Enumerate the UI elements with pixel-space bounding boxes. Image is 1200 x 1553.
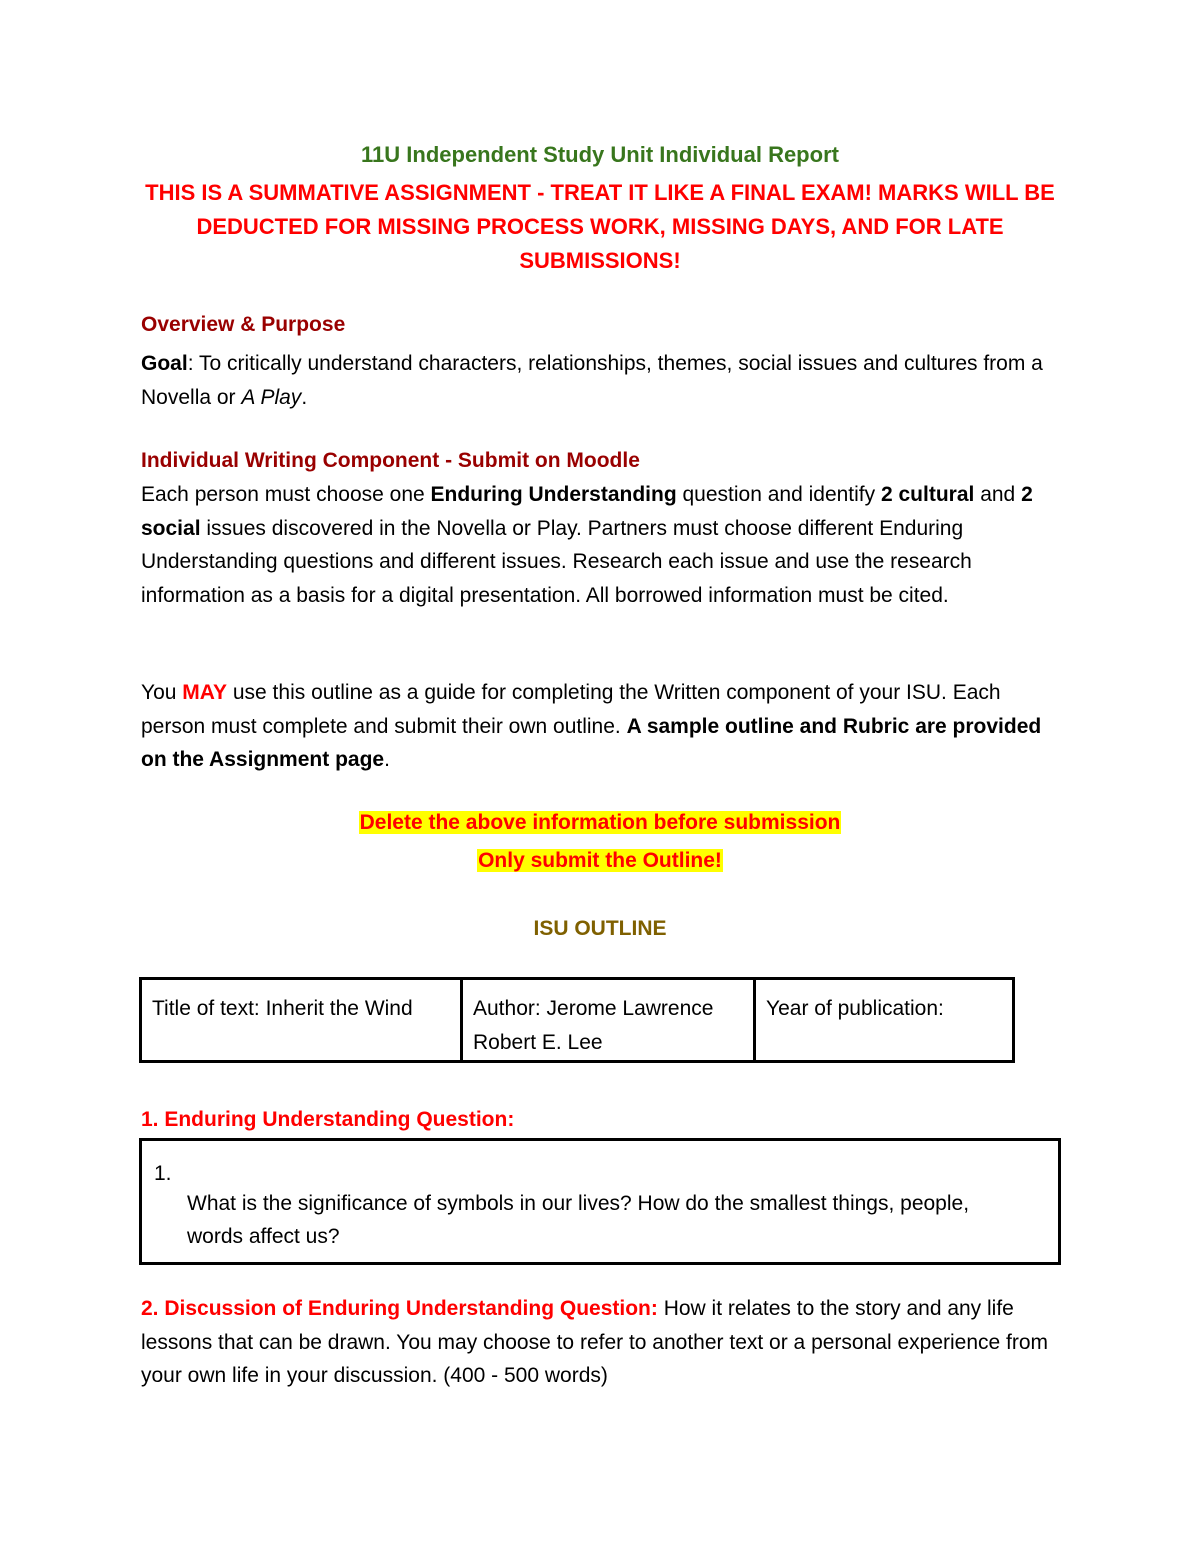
guide-text-e: .: [384, 748, 390, 771]
writing-bold-social: 2 social: [141, 483, 1033, 540]
writing-bold-eu: Enduring Understanding: [430, 483, 677, 506]
guide-text-a: You: [141, 681, 183, 704]
goal-end: .: [301, 385, 308, 409]
goal-italic: A Play: [241, 385, 302, 409]
isu-outline-heading: ISU OUTLINE: [533, 917, 667, 940]
section2-text: How it relates to the story and any life lessons that can be drawn. You may choose to refer to another text or a personal experience from your own life in your discussion. (400 - 500 words): [141, 1297, 1049, 1387]
submit-notice-text: Only submit the Outline!: [478, 849, 722, 872]
question-number: 1.: [154, 1162, 172, 1185]
section2-paragraph: [141, 1292, 1061, 1393]
document-title: 11U Independent Study Unit Individual Report: [361, 142, 839, 167]
eu-question-box[interactable]: [139, 1138, 1061, 1265]
goal-label: Goal: [141, 352, 188, 375]
writing-text-a: Each person must choose one: [141, 483, 431, 506]
overview-heading: Overview & Purpose: [141, 313, 346, 336]
author-line-2: Robert E. Lee: [473, 1031, 603, 1054]
delete-notice: [0, 811, 1200, 835]
goal-text: : To critically understand characters, relationships, themes, social issues and cultures from a Novella or: [141, 352, 1043, 409]
guide-bold-sample: A sample outline and Rubric are provided on the Assignment page: [141, 714, 1042, 771]
writing-bold-cultural: 2 cultural: [880, 483, 975, 506]
text-info-table: [139, 977, 1015, 1063]
outline-guide-paragraph: [141, 676, 1061, 777]
submit-notice: [0, 849, 1200, 873]
section1-heading: 1. Enduring Understanding Question:: [141, 1108, 515, 1131]
title-cell[interactable]: Title of text: Inherit the Wind: [141, 979, 462, 1062]
guide-text-c: use this outline as a guide for completing the Written component of your ISU. Each person must complete and submit their own outline.: [141, 681, 1001, 738]
writing-text-g: issues discovered in the Novella or Play. Partners must choose different Enduring Understanding questions and different issues. Research each issue and use the research information as a basis for a digital presentation. All borrowed information must be cited.: [141, 516, 972, 607]
section2-heading: 2. Discussion of Enduring Understanding Question:: [141, 1297, 658, 1320]
author-line-1: Author: Jerome Lawrence: [473, 997, 714, 1020]
writing-text-e: and: [974, 483, 1022, 506]
summative-warning: THIS IS A SUMMATIVE ASSIGNMENT - TREAT IT LIKE A FINAL EXAM! MARKS WILL BE DEDUCTED FOR MISSING PROCESS WORK, MISSING DAYS, AND FOR LATE SUBMISSIONS!: [145, 180, 1055, 273]
delete-notice-text: Delete the above information before submission: [359, 811, 841, 834]
guide-may: MAY: [182, 681, 228, 704]
question-text: What is the significance of symbols in our lives? How do the smallest things, people, words affect us?: [187, 1192, 970, 1248]
writing-heading: Individual Writing Component - Submit on Moodle: [141, 449, 640, 472]
author-cell[interactable]: [462, 979, 755, 1062]
writing-paragraph: [141, 478, 1061, 612]
year-cell[interactable]: Year of publication:: [755, 979, 1014, 1062]
goal-paragraph: [141, 347, 1061, 414]
writing-text-c: question and identify: [676, 483, 881, 506]
